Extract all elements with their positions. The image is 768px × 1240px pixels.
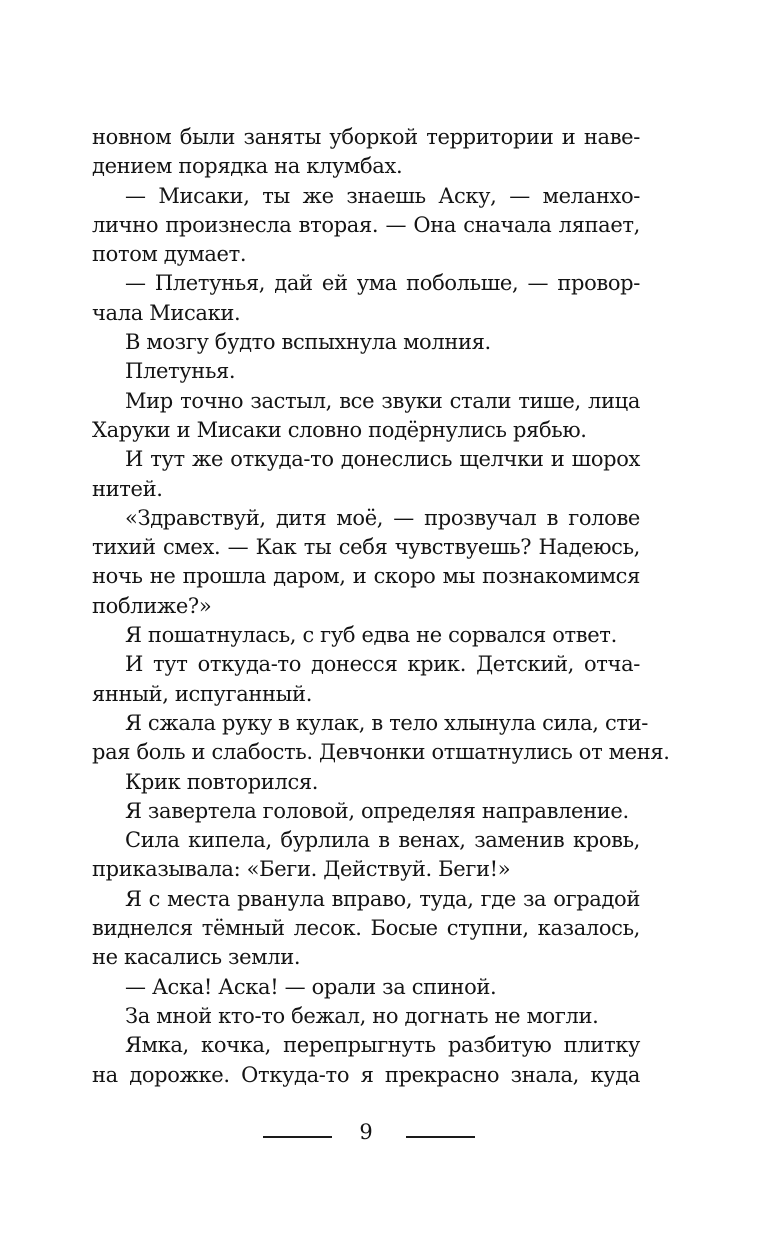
text-line: на дорожке. Откуда-то я прекрасно знала, куда bbox=[92, 1062, 640, 1087]
text-line: Я завертела головой, определяя направление. bbox=[125, 798, 629, 823]
text-line: чала Мисаки. bbox=[92, 300, 241, 325]
text-line: И тут же откуда-то донеслись щелчки и шорох bbox=[125, 447, 640, 472]
text-line: Ямка, кочка, перепрыгнуть разбитую плитку bbox=[125, 1033, 640, 1058]
text-line: новном были заняты уборкой территории и наве- bbox=[92, 125, 640, 149]
text-line: — Мисаки, ты же знаешь Аску, — меланхо- bbox=[125, 183, 640, 208]
page-number: 9 bbox=[359, 1120, 373, 1144]
text-line: «Здравствуй, дитя моё, — прозвучал в голове bbox=[125, 505, 640, 530]
footer-rule-right bbox=[406, 1136, 475, 1138]
footer-rule-left bbox=[263, 1136, 332, 1138]
text-line: Я пошатнулась, с губ едва не сорвался ответ. bbox=[125, 623, 617, 648]
text-line: виднелся тёмный лесок. Босые ступни, казалось, bbox=[92, 916, 640, 941]
text-line: дением порядка на клумбах. bbox=[92, 154, 403, 179]
text-line: приказывала: «Беги. Действуй. Беги!» bbox=[92, 857, 511, 882]
text-line: Я с места рванула вправо, туда, где за оградой bbox=[125, 886, 640, 911]
text-line: — Плетунья, дай ей ума побольше, — провор- bbox=[125, 271, 640, 296]
text-line: янный, испуганный. bbox=[92, 681, 313, 706]
text-line: Плетунья. bbox=[125, 359, 236, 384]
text-line: потом думает. bbox=[92, 242, 247, 267]
text-line: нитей. bbox=[92, 476, 163, 501]
text-line: ночь не прошла даром, и скоро мы познакомимся bbox=[92, 564, 640, 589]
text-line: рая боль и слабость. Девчонки отшатнулись от меня. bbox=[92, 740, 670, 765]
page-text bbox=[92, 123, 670, 1090]
text-line: лично произнесла вторая. — Она сначала ляпает, bbox=[92, 212, 640, 237]
page-footer bbox=[0, 1118, 768, 1148]
text-line: Харуки и Мисаки словно подёрнулись рябью. bbox=[92, 417, 587, 442]
text-line: За мной кто-то бежал, но догнать не могли. bbox=[125, 1003, 599, 1028]
text-line: поближе?» bbox=[92, 593, 212, 618]
text-line: — Аска! Аска! — орали за спиной. bbox=[125, 974, 497, 999]
text-line: Сила кипела, бурлила в венах, заменив кровь, bbox=[125, 828, 640, 853]
text-line: Мир точно застыл, все звуки стали тише, лица bbox=[125, 388, 640, 413]
text-line: И тут откуда-то донесся крик. Детский, отча- bbox=[125, 652, 640, 677]
text-line: Я сжала руку в кулак, в тело хлынула сила, сти- bbox=[125, 710, 649, 735]
text-line: В мозгу будто вспыхнула молния. bbox=[125, 330, 491, 355]
text-line: не касались земли. bbox=[92, 945, 301, 970]
text-line: тихий смех. — Как ты себя чувствуешь? Надеюсь, bbox=[92, 535, 640, 560]
text-line: Крик повторился. bbox=[125, 769, 319, 794]
